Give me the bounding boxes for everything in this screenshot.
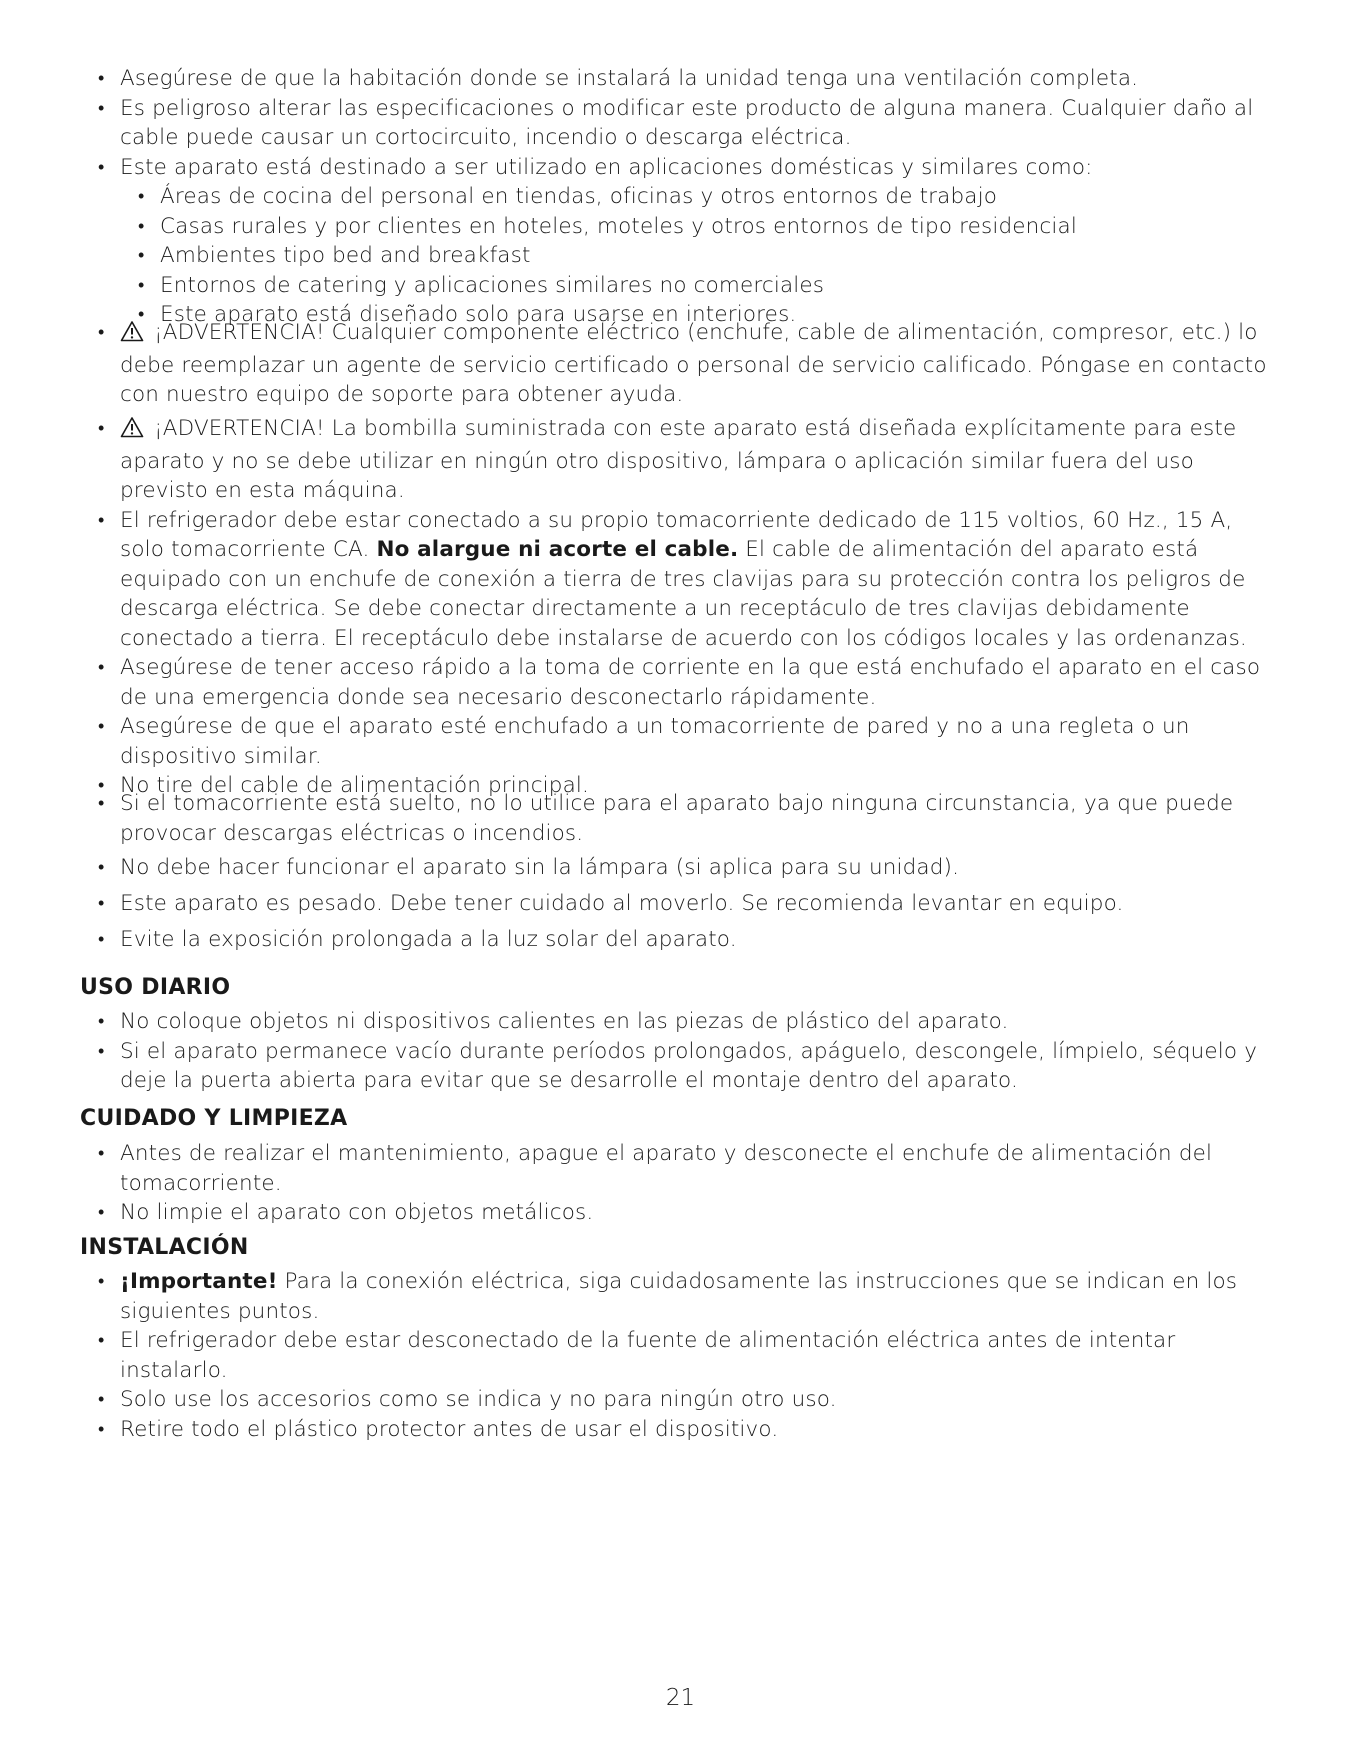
list-item: • Evite la exposición prolongada a la luz solar del aparato. (98, 925, 1278, 955)
list-item: • Es peligroso alterar las especificaciones o modificar este producto de alguna manera. Cualquier daño al cable puede causar un cortocircuito, incendio o descarga eléctrica. (98, 94, 1278, 153)
warning-item (98, 318, 1278, 410)
power-text-post: El cable de alimentación del aparato está equipado con un enchufe de conexión a tierra de tres clavijas para su protección contra los peligros de descarga eléctrica. Se debe conectar directamente a un receptáculo de tres clavijas debidamente conectado a tierra. El receptáculo debe instalarse de acuerdo con los códigos locales y las ordenanzas. (120, 537, 1247, 651)
sub-list-item: • Este aparato está diseñado solo para usarse en interiores. (98, 300, 1278, 330)
safety-list-6 (98, 925, 1278, 955)
list-item: • Este aparato está destinado a ser utilizado en aplicaciones domésticas y similares como: (98, 153, 1278, 183)
list-item: • Asegúrese de tener acceso rápido a la toma de corriente en la que está enchufado el aparato en el caso de una emergencia donde sea necesario desconectarlo rápidamente. (98, 653, 1278, 712)
list-item: • Asegúrese de que la habitación donde se instalará la unidad tenga una ventilación completa. (98, 64, 1278, 94)
list-item: • Solo use los accesorios como se indica y no para ningún otro uso. (98, 1385, 1278, 1415)
section-heading-instalacion: INSTALACIÓN (80, 1235, 249, 1260)
warning-triangle-icon (120, 320, 144, 351)
uso-diario-list (98, 1007, 1278, 1096)
list-item: • Asegúrese de que el aparato esté enchufado a un tomacorriente de pared y no a una regleta o un dispositivo similar. (98, 712, 1278, 771)
list-item: • Antes de realizar el mantenimiento, apague el aparato y desconecte el enchufe de alimentación del tomacorriente. (98, 1139, 1278, 1198)
page-number: 21 (665, 1685, 696, 1711)
instalacion-list (98, 1267, 1278, 1444)
safety-list-4 (98, 853, 1278, 883)
safety-list-5 (98, 889, 1278, 919)
list-item (98, 1267, 1278, 1326)
important-label: ¡Importante! (120, 1269, 278, 1294)
list-item: • Retire todo el plástico protector antes de usar el dispositivo. (98, 1415, 1278, 1445)
warning-triangle-icon (120, 416, 144, 447)
sub-list-item: • Ambientes tipo bed and breakfast (98, 241, 1278, 271)
important-text: Para la conexión eléctrica, siga cuidadosamente las instrucciones que se indican en los siguientes puntos. (120, 1269, 1238, 1324)
safety-list-1 (98, 64, 1278, 330)
list-item: • Si el tomacorriente está suelto, no lo utilice para el aparato bajo ninguna circunstancia, ya que puede provocar descargas eléctricas o incendios. (98, 789, 1278, 848)
warning-item (98, 414, 1278, 506)
cuidado-list (98, 1139, 1278, 1228)
warning-block-1 (98, 318, 1278, 410)
power-text-pre: El refrigerador debe estar conectado a su propio tomacorriente dedicado de 115 voltios, 60 Hz., 15 A, solo tomacorriente CA. (120, 507, 1233, 562)
warning-text: ¡ADVERTENCIA! Cualquier componente eléctrico (enchufe, cable de alimentación, compresor, etc.) lo debe reemplazar un agente de servicio certificado o personal de servicio calificado. Póngase en contacto con nuestro equipo de soporte para obtener ayuda. (120, 320, 1267, 407)
list-item: • No limpie el aparato con objetos metálicos. (98, 1198, 1278, 1228)
list-item: • No tire del cable de alimentación principal. (98, 771, 1278, 801)
list-item: • Si el aparato permanece vacío durante períodos prolongados, apáguelo, descongele, límpielo, séquelo y deje la puerta abierta para evitar que se desarrolle el montaje dentro del aparato. (98, 1037, 1278, 1096)
list-item: • No coloque objetos ni dispositivos calientes en las piezas de plástico del aparato. (98, 1007, 1278, 1037)
sub-list-item: • Casas rurales y por clientes en hoteles, moteles y otros entornos de tipo residencial (98, 212, 1278, 242)
power-text-bold: No alargue ni acorte el cable. (376, 537, 739, 562)
section-heading-cuidado: CUIDADO Y LIMPIEZA (80, 1106, 348, 1131)
list-item (98, 506, 1278, 654)
safety-list-2 (98, 414, 1278, 801)
sub-list-item: • Entornos de catering y aplicaciones similares no comerciales (98, 271, 1278, 301)
sub-list-item: • Áreas de cocina del personal en tiendas, oficinas y otros entornos de trabajo (98, 182, 1278, 212)
warning-text: ¡ADVERTENCIA! La bombilla suministrada con este aparato está diseñada explícitamente para este aparato y no se debe utilizar en ningún otro dispositivo, lámpara o aplicación similar fuera del uso previsto en esta máquina. (120, 416, 1237, 503)
list-item: • No debe hacer funcionar el aparato sin la lámpara (si aplica para su unidad). (98, 853, 1278, 883)
list-item: • Este aparato es pesado. Debe tener cuidado al moverlo. Se recomienda levantar en equipo. (98, 889, 1278, 919)
list-item: • El refrigerador debe estar desconectado de la fuente de alimentación eléctrica antes de intentar instalarlo. (98, 1326, 1278, 1385)
safety-list-3 (98, 789, 1278, 848)
section-heading-uso-diario: USO DIARIO (80, 975, 231, 1000)
